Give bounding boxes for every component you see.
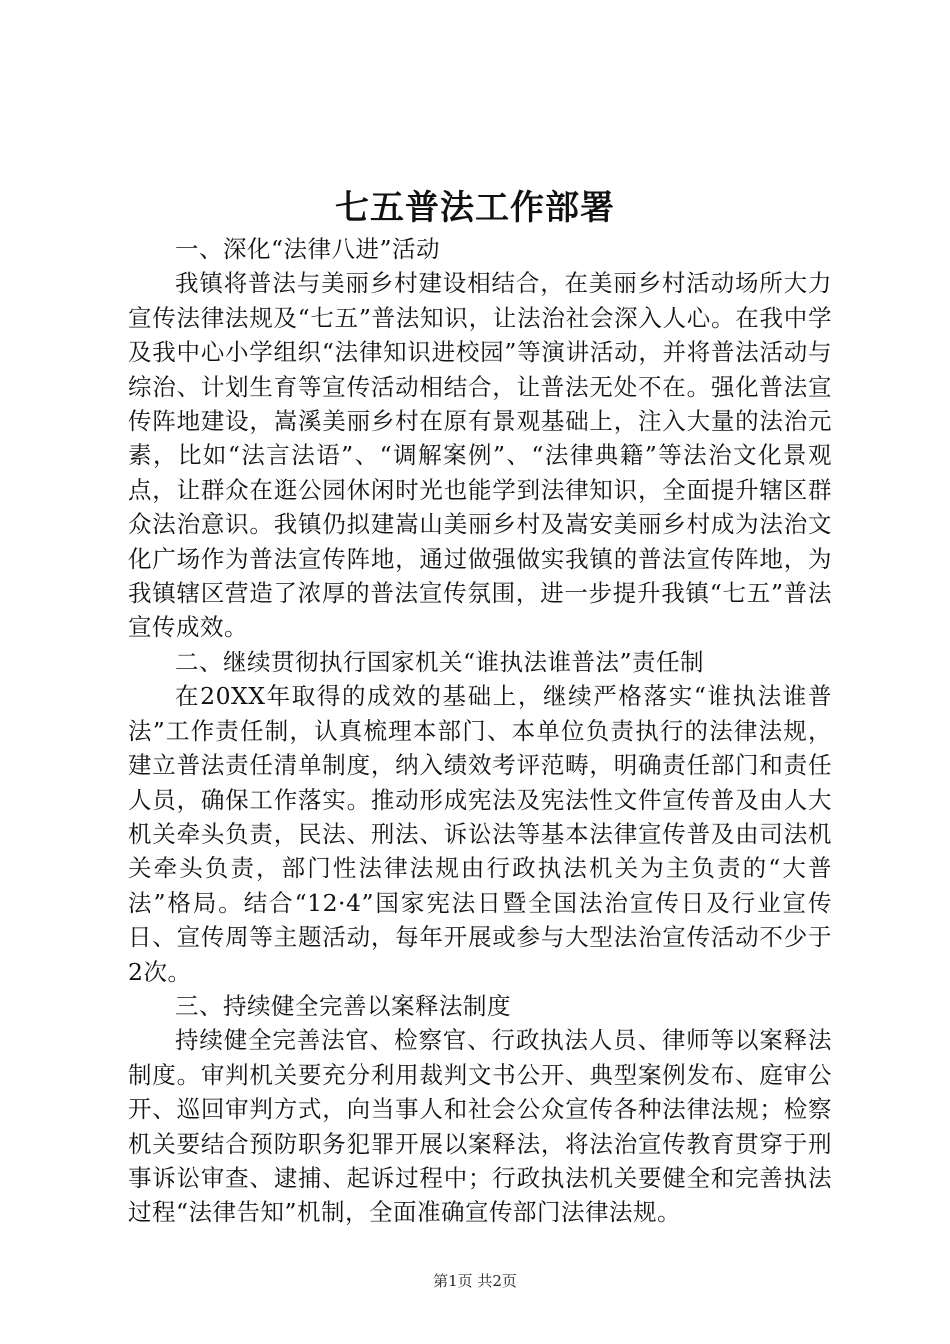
section-paragraph-3: 持续健全完善法官、检察官、行政执法人员、律师等以案释法制度。审判机关要充分利用裁判文书公开、典型案例发布、庭审公开、巡回审判方式，向当事人和社会公众宣传各种法律法规；检察机关要结合预防职务犯罪开展以案释法，将法治宣传教育贯穿于刑事诉讼审查、逮捕、起诉过程中；行政执法机关要健全和完善执法过程“法律告知”机制，全面准确宣传部门法律法规。 — [128, 1026, 832, 1227]
section-heading-1: 一、深化“法律八进”活动 — [175, 235, 441, 263]
document-body — [128, 232, 832, 1230]
page-footer: 第1页 共2页 — [433, 1272, 517, 1290]
section-heading-3: 三、持续健全完善以案释法制度 — [175, 991, 511, 1020]
section-heading-2: 二、继续贯彻执行国家机关“谁执法谁普法”责任制 — [175, 647, 705, 676]
section-paragraph-1: 我镇将普法与美丽乡村建设相结合，在美丽乡村活动场所大力宣传法律法规及“七五”普法知识，让法治社会深入人心。在我中学及我中心小学组织“法律知识进校园”等演讲活动，并将普法活动与综治、计划生育等宣传活动相结合，让普法无处不在。强化普法宣传阵地建设，嵩溪美丽乡村在原有景观基础上，注入大量的法治元素，比如“法言法语”、“调解案例”、“法律典籍”等法治文化景观点，让群众在逛公园休闲时光也能学到法律知识，全面提升辖区群众法治意识。我镇仍拟建嵩山美丽乡村及嵩安美丽乡村成为法治文化广场作为普法宣传阵地，通过做强做实我镇的普法宣传阵地，为我镇辖区营造了浓厚的普法宣传氛围，进一步提升我镇“七五”普法宣传成效。 — [128, 269, 832, 642]
section-paragraph-2: 在20XX年取得的成效的基础上，继续严格落实“谁执法谁普法”工作责任制，认真梳理本部门、本单位负责执行的法律法规，建立普法责任清单制度，纳入绩效考评范畴，明确责任部门和责任人员，确保工作落实。推动形成宪法及宪法性文件宣传普及由人大机关牵头负责，民法、刑法、诉讼法等基本法律宣传普及由司法机关牵头负责，部门性法律法规由行政执法机关为主负责的“大普法”格局。结合“12·4”国家宪法日暨全国法治宣传日及行业宣传日、宣传周等主题活动，每年开展或参与大型法治宣传活动不少于2次。 — [128, 682, 832, 986]
document-title: 七五普法工作部署 — [335, 188, 615, 228]
